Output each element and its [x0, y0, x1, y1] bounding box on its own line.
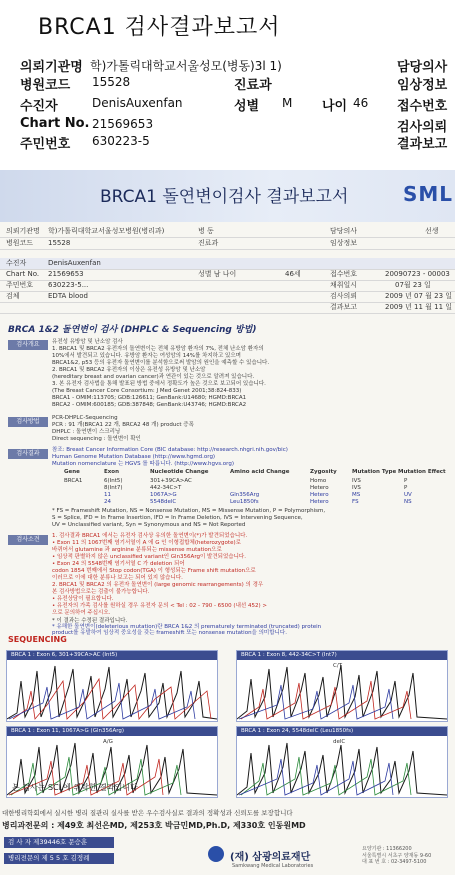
result-cell: Hetero [310, 492, 329, 498]
finding-line: 1. 검사결과 BRCA1 에서는 유전자 검사상 유의한 돌연변이(*)가 발견되었습니다. [52, 533, 248, 539]
overview-label: 검사개요 [8, 340, 48, 350]
info-cell: 46세 [285, 270, 301, 278]
finding-line: 바뀌어서 glutamine 과 arginine 분류되는 missense mutation으로 [52, 547, 222, 553]
foundation-logo-icon [208, 846, 224, 862]
info-cell: DenisAuxenfan [48, 259, 101, 267]
result-cell: 1067A>G [150, 492, 177, 498]
finding-line: 으로 문의하여 주십시오. [52, 610, 111, 616]
finding-line: • 유전상담이 필요합니다. [52, 596, 114, 602]
referral-note: 본 검사는 SCL에 위탁한 결과입니다 [12, 783, 138, 792]
chromatogram-panel [6, 650, 218, 722]
info-row [0, 238, 455, 250]
overview-line: BRCA1 - OMIM:113705; GDB:126611; GenBank:U14680; HGMD:BRCA1 [52, 395, 247, 401]
method-line: PCR-DHPLC-Sequencing [52, 415, 118, 421]
overview-line: 유전성 유방암 및 난소암 검사 [52, 339, 123, 345]
age-label: 나이 [322, 99, 348, 114]
overview-line: (The Breast Cancer Core Consortium: J Med Genet 2001;38:824-833) [52, 388, 242, 394]
info-cell: 630223-5... [48, 281, 89, 289]
chromatogram-label: delC [333, 739, 346, 745]
resident-number-label: 주민번호 [20, 137, 71, 152]
result-cell: Gln356Arg [230, 492, 260, 498]
result-cell: 6(Int5) [104, 478, 123, 484]
finding-line: 본 검사방법으로는 검출이 불가능합니다. [52, 589, 150, 595]
result-cell: 442-34C>T [150, 485, 182, 491]
chromatogram-trace [237, 737, 447, 797]
info-cell: 선생 [425, 227, 439, 235]
result-header: Nucleotide Change [150, 469, 209, 475]
finding-tail: * 유해한 돌연변이(deleterious mutation)란 BRCA 1&2 의 prematurely terminated (truncated) protein [52, 624, 322, 630]
finding-tail: product를 유발하여 임상적 중요성을 갖는 frameshift 또는 nonsense mutation을 의미합니다. [52, 630, 287, 636]
result-cell: Homo [310, 478, 327, 484]
document-title: BRCA1 검사결과보고서 [38, 15, 281, 40]
receipt-number-label: 접수번호 [397, 99, 448, 114]
tester-signature-box: 검 사 자 제39446호 문승훈 [4, 837, 114, 848]
report-title: BRCA1 돌연변이검사 결과보고서 [100, 187, 349, 207]
info-cell: 검체 [6, 292, 20, 300]
method-line: DHPLC : 돌연변이 스크리닝 [52, 429, 121, 435]
pathologist-signature-box: 병리전문의 제 5 5 호 김정례 [4, 853, 114, 864]
finding-line: codon 1854 번째에서 Stop codon(TGA) 이 형성되는 Frame shift mutation으로 [52, 568, 256, 574]
chromatogram-trace [237, 661, 447, 721]
chart-no-value: 21569653 [92, 117, 154, 131]
contact-info: 요양기관 : 11366200 서울특별시 서초구 양재동 9-60 대 표 번 호 : 02-3497-5100 [362, 846, 432, 865]
finding-line: • Exon 11 의 1067번째 염기서열이 A 에 G 인 이형접합체(heterozygote)로 [52, 540, 241, 546]
test-request-label: 검사의뢰 [397, 120, 448, 135]
info-cell: 결과보고 [330, 303, 358, 311]
info-cell: EDTA blood [48, 292, 88, 300]
overview-line: 10%에서 발견되고 있습니다. 유방암 환자는 여성암의 14%를 차지하고 있으며 [52, 353, 241, 359]
finding-line: • 임상적 판별하지 않은 unclassified variant인 Gln356Arg이 발견되었습니다. [52, 554, 246, 560]
result-intro: Human Genome Mutation Database (http://www.hgmd.org) [52, 454, 216, 460]
finding-line: 이러므로 이에 대한 분류나 보고는 되어 있지 않습니다. [52, 575, 183, 581]
hospital-code-value: 15528 [92, 75, 131, 89]
overview-line: (hereditary breast and ovarian cancer)과 연관이 있는 것으로 알려져 있습니다. [52, 374, 255, 380]
chromatogram-label: A/G [103, 739, 113, 745]
info-cell: Chart No. [6, 270, 40, 278]
foundation-subtitle: Samkwang Medical Laboratories [232, 863, 314, 869]
overview-line: BRCA2 - OMIM:600185; GDB:387848; GenBank:U43746; HGMD:BRCA2 [52, 402, 247, 408]
result-header: Exon [104, 469, 119, 475]
chromatogram-panel [236, 650, 448, 722]
result-cell: 301+39CA>AC [150, 478, 192, 484]
abbrev-line: S = Splice, IFD = In Frame Insertion, IFD = In Frame Deletion, IVS = Intervening Sequence, [52, 515, 303, 521]
chart-no-label: Chart No. [20, 116, 90, 131]
abbrev-line: UV = Unclassified variant, Syn = Synonymous and NS = Not Reported [52, 522, 246, 528]
result-cell: MS [352, 492, 361, 498]
method-label: 검사방법 [8, 417, 48, 427]
result-cell: 8(Int7) [104, 485, 123, 491]
scanned-report [0, 170, 455, 875]
result-report-label: 결과보고 [397, 137, 448, 152]
result-cell: Hetero [310, 485, 329, 491]
chromatogram-caption: BRCA 1 : Exon 24, 5548delC (Leu1850fs) [237, 727, 447, 736]
info-cell: 15528 [48, 239, 71, 247]
chromatogram-label: C/T [333, 663, 343, 669]
info-cell: 주민번호 [6, 281, 34, 289]
sex-label: 성별 [234, 99, 260, 114]
result-header: Mutation Type [352, 469, 397, 475]
pathologist-signatures: 병리과전문의 : 제49호 최선은MD, 제253호 박금민MD,Ph.D, 제330호 인동원MD [2, 821, 306, 830]
sequencing-title: SEQUENCING [8, 635, 67, 644]
department-label: 진료과 [234, 78, 272, 93]
requester-value: 학)가톨릭대학교서울성모(병동)3l 1) [90, 59, 282, 73]
quality-note: 대한병리학회에서 실시한 병리 질관리 실사를 받은 우수검사실로 결과의 정확성과 신뢰도를 보장합니다 [2, 809, 293, 817]
result-cell: 11 [104, 492, 111, 498]
finding-line: 2. BRCA1 및 BRCA2 의 유전자 돌연변이 (large genomic rearrangements) 의 경우 [52, 582, 264, 588]
result-cell: IVS [352, 478, 361, 484]
info-cell: 채취일시 [330, 281, 358, 289]
result-cell: P [404, 478, 408, 484]
info-cell: 접수번호 [330, 270, 358, 278]
info-cell: 진료과 [198, 239, 219, 247]
finding-label: 검사소견 [8, 535, 48, 545]
result-cell: 5548delC [150, 499, 177, 505]
overview-line: BRCA1&2, p53 등의 유전자 돌연변이를 분석함으로써 발암의 원인을 예측할 수 있습니다. [52, 360, 270, 366]
result-cell: Hetero [310, 499, 329, 505]
sml-logo: SML [402, 182, 453, 206]
result-cell: 24 [104, 499, 111, 505]
info-cell: 07월 23 일 [395, 281, 431, 289]
overview-line: 1. BRCA1 및 BRCA2 유전자의 돌연변이는 전체 유방암 환자의 7%, 전체 난소암 환자의 [52, 346, 264, 352]
result-cell: Leu1850fs [230, 499, 259, 505]
info-cell: 의뢰기관명 [6, 227, 40, 235]
info-cell: 20090723 - 00003 [385, 270, 450, 278]
info-cell: 수진자 [6, 259, 27, 267]
chromatogram-caption: BRCA 1 : Exon 8, 442-34C>T (Int7) [237, 651, 447, 660]
resident-number-value: 630223-5 [92, 134, 150, 148]
info-cell: 성별 남 나이 [198, 270, 237, 278]
info-cell: 21569653 [48, 270, 84, 278]
info-cell: 2009 년 07 월 23 일 [385, 292, 453, 300]
chromatogram-panel [236, 726, 448, 798]
sex-value: M [282, 96, 293, 110]
doctor-label: 담당의사 [397, 60, 448, 75]
hospital-code-label: 병원코드 [20, 78, 71, 93]
chromatogram-trace [7, 661, 217, 721]
result-intro: Mutation nomenclature 는 HGVS 를 따릅니다. (http://www.hgvs.org) [52, 461, 234, 467]
chromatogram-caption: BRCA 1 : Exon 6, 301+39CA>AC (Int5) [7, 651, 217, 660]
result-cell: BRCA1 [64, 478, 83, 484]
result-cell: UV [404, 492, 412, 498]
result-header: Zygosity [310, 469, 337, 475]
info-row [0, 226, 455, 238]
info-cell: 검사의뢰 [330, 292, 358, 300]
info-cell: 임상정보 [330, 239, 358, 247]
finding-line: • Exon 24 의 5548번째 염기서열 C 가 deletion 되어 [52, 561, 185, 567]
result-header: Amino acid Change [230, 469, 290, 475]
info-cell: 담당의사 [330, 227, 358, 235]
result-label: 검사결과 [8, 449, 48, 459]
clinical-info-label: 임상정보 [397, 78, 448, 93]
result-cell: P [404, 485, 408, 491]
patient-value: DenisAuxenfan [92, 96, 183, 110]
info-cell: 학)가톨릭대학교서울성모병원(병리과) [48, 227, 165, 235]
abbrev-line: * FS = Frameshift Mutation, NS = Nonsense Mutation, MS = Missense Mutation, P = Polymorphism, [52, 508, 326, 514]
result-cell: NS [404, 499, 412, 505]
patient-label: 수진자 [20, 99, 58, 114]
info-cell: 병원코드 [6, 239, 34, 247]
result-header: Mutation Effect [398, 469, 446, 475]
result-intro: 참조: Breast Cancer Information Core (BIC database: http://research.nhgri.nih.gov/bic) [52, 447, 288, 453]
method-line: PCR : 91 개(BRCA1 22 개, BRCA2 48 개) product 증폭 [52, 422, 194, 428]
finding-line: • 유전자의 가족 검사를 원하실 경우 유전자 문의 < Tel : 02 - 790 - 6500 (내선 452) > [52, 603, 267, 609]
info-cell: 병 동 [198, 227, 214, 235]
info-cell: 2009 년 11 월 11 일 [385, 303, 453, 311]
result-header: Gene [64, 469, 80, 475]
result-cell: FS [352, 499, 359, 505]
overview-line: 3. 본 유전자 검사법을 통해 발표된 방법 중에서 정확도가 높은 것으로 보고되어 있습니다. [52, 381, 266, 387]
age-value: 46 [353, 96, 369, 110]
method-line: Direct sequencing : 돌연변이 확인 [52, 436, 141, 442]
overview-line: 2. BRCA1 및 BRCA2 유전자의 이상은 유전성 유방암 및 난소암 [52, 367, 206, 373]
foundation-name: (재) 삼광의료재단 [230, 852, 311, 863]
result-cell: IVS [352, 485, 361, 491]
requester-label: 의뢰기관명 [20, 60, 83, 75]
section-title: BRCA 1&2 돌연변이 검사 (DHPLC & Sequencing 방법) [8, 325, 257, 335]
finding-tail: * 이 결과는 수정된 결과입니다. [52, 618, 128, 624]
info-row [0, 302, 455, 314]
chromatogram-caption: BRCA 1 : Exon 11, 1067A>G (Gln356Arg) [7, 727, 217, 736]
